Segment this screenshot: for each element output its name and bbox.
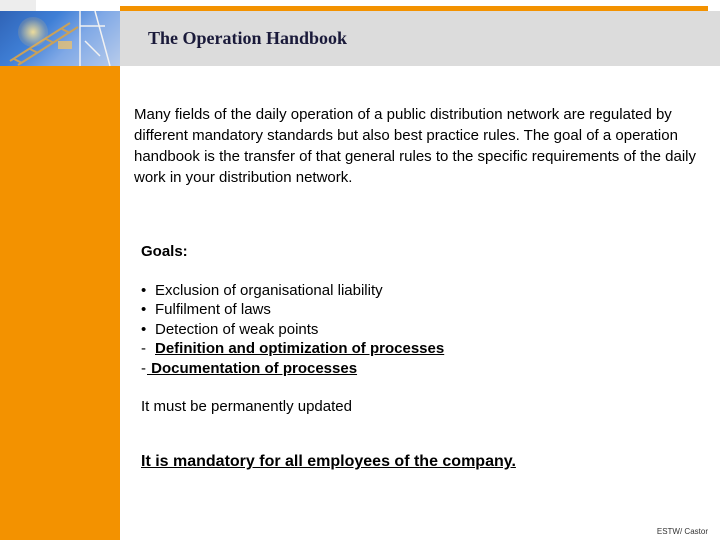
goals-heading: Goals: bbox=[141, 243, 188, 260]
bullet-marker: • bbox=[141, 281, 147, 299]
mandatory-statement: It is mandatory for all employees of the company. bbox=[141, 453, 516, 470]
list-item bbox=[141, 281, 701, 301]
crane-silhouette-icon bbox=[0, 11, 120, 66]
sun-glow bbox=[18, 17, 48, 47]
goal-list bbox=[141, 281, 701, 379]
bullet-marker: • bbox=[141, 320, 147, 338]
footer-label: ESTW/ Castor bbox=[656, 527, 708, 536]
dash-marker: - bbox=[141, 340, 146, 357]
goal-text: Detection of weak points bbox=[155, 320, 319, 338]
dash-marker: - bbox=[141, 359, 146, 377]
goals-section bbox=[141, 242, 701, 417]
goal-text: Fulfilment of laws bbox=[155, 301, 271, 318]
list-item bbox=[141, 300, 701, 320]
update-note: It must be permanently updated bbox=[141, 398, 352, 415]
list-item bbox=[141, 320, 701, 340]
intro-paragraph: Many fields of the daily operation of a public distribution network are regulated by different mandatory standards but also best practice rules. The goal of a operation handbook is the transfer of that general rules to the specific requirements of the daily work in your distribution network. bbox=[134, 106, 696, 186]
goal-text: Exclusion of organisational liability bbox=[155, 281, 383, 299]
list-item bbox=[141, 339, 701, 359]
goal-text: Definition and optimization of processes bbox=[155, 340, 445, 357]
left-sidebar bbox=[0, 66, 120, 540]
corner-block bbox=[0, 0, 36, 11]
list-item bbox=[141, 359, 701, 379]
bullet-marker: • bbox=[141, 301, 147, 318]
goal-text: Documentation of processes bbox=[147, 359, 358, 377]
page-title: The Operation Handbook bbox=[148, 28, 348, 48]
crane-photo bbox=[0, 11, 120, 66]
